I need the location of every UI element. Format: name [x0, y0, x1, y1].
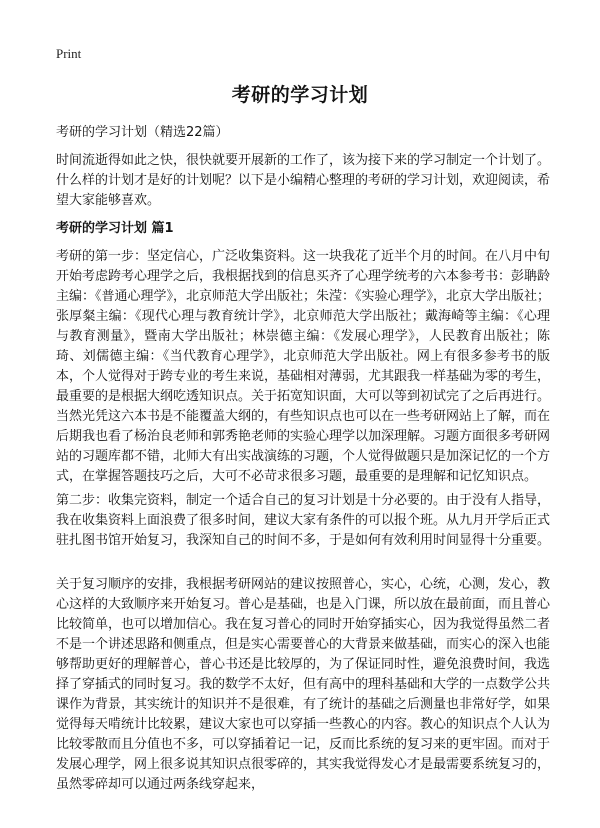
body-paragraph-3: 关于复习顺序的安排，我根据考研网站的建议按照普心，实心，心统，心测，发心，教心这样的大致顺序来开始复习。普心是基础，也是入门课，所以放在最前面，而且普心比较简单，也可以增加信心。我在复习普心的同时开始穿插实心，因为我觉得虽然二者不是一个讲述思路和侧重点，但是实心需要普心的大背景来做基础，而实心的深入也能够帮助更好的理解普心，普心书还是比较厚的，为了保证同时性，避免浪费时间，我选择了穿插式的同时复习。我的数学不太好，但有高中的理科基础和大学的一点数学公共课作为背景，其实统计的知识并不是很难，有了统计的基础之后测量也非常好学，如果觉得每天啃统计比较累，建议大家也可以穿插一些教心的内容。教心的知识点个人认为比较零散而且分值也不多，可以穿插着记一记，反而比系统的复习来的更牢固。而对于发展心理学，网上很多说其知识点很零碎的，其实我觉得发心才是最需要系统复习的，虽然零碎却可以通过两条线穿起来，	[56, 577, 550, 792]
body-paragraph-2: 第二步：收集完资料，制定一个适合自己的复习计划是十分必要的。由于没有人指导，我在收集资料上面浪费了很多时间，建议大家有条件的可以报个班。从九月开学后正式驻扎图书馆开始复习，我深知自己的时间不多，于是如何有效利用时间显得十分重要。	[56, 493, 551, 548]
print-label: Print	[56, 46, 82, 61]
page-subtitle: 考研的学习计划（精选22篇）	[56, 125, 229, 140]
page-title: 考研的学习计划	[231, 84, 369, 106]
intro-paragraph: 时间流逝得如此之快，很快就要开展新的工作了，该为接下来的学习制定一个计划了。什么样的计划才是好的计划呢？以下是小编精心整理的考研的学习计划，欢迎阅读，希望大家能够喜欢。	[56, 153, 551, 208]
section-heading: 考研的学习计划 篇1	[56, 221, 174, 236]
body-paragraph-1: 考研的第一步：坚定信心，广泛收集资料。这一块我花了近半个月的时间。在八月中旬开始考虑跨考心理学之后，我根据找到的信息买齐了心理学统考的六本参考书：彭聃龄主编：《普通心理学》，北京师范大学出版社；朱滢：《实验心理学》，北京大学出版社；张厚粲主编：《现代心理与教育统计学》，北京师范大学出版社；戴海崎等主编：《心理与教育测量》，暨南大学出版社；林崇德主编：《发展心理学》，人民教育出版社；陈琦、刘儒德主编：《当代教育心理学》，北京师范大学出版社。网上有很多参考书的版本，个人觉得对于跨专业的考生来说，基础相对薄弱，尤其跟我一样基础为零的考生，最重要的是根据大纲吃透知识点。关于拓宽知识面，大可以等到初试完了之后再进行。当然光凭这六本书是不能覆盖大纲的，有些知识点也可以在一些考研网站上了解，而在后期我也看了杨治良老师和郭秀艳老师的实验心理学以加深理解。习题方面很多考研网站的习题库都不错，北师大有出实战演练的习题，个人觉得做题只是加深记忆的一个方式，在掌握答题技巧之后，大可不必苛求很多习题，最重要的是理解和记忆知识点。	[56, 249, 551, 484]
